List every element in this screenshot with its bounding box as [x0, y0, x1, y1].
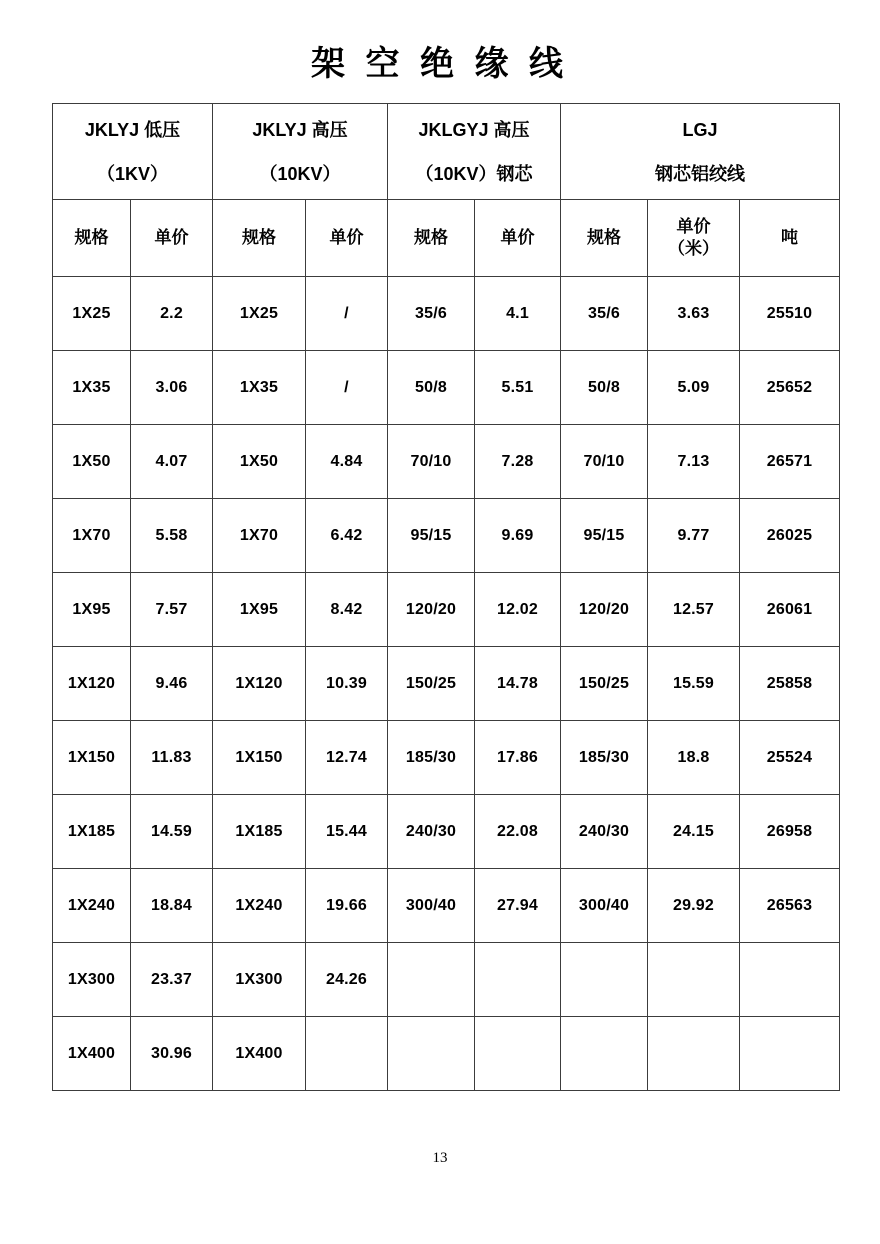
column-header-line: （米） — [668, 239, 719, 258]
table-cell: 18.84 — [131, 869, 213, 943]
group-header — [53, 104, 213, 200]
table-cell: 12.74 — [306, 721, 388, 795]
column-header — [53, 200, 131, 277]
table-cell: 1X95 — [53, 573, 131, 647]
table-cell: 1X400 — [213, 1017, 306, 1091]
table-cell: 1X150 — [53, 721, 131, 795]
table-row — [53, 499, 840, 573]
table-cell: 8.42 — [306, 573, 388, 647]
table-cell: 9.77 — [648, 499, 740, 573]
page-title: 架 空 绝 缘 线 — [311, 46, 569, 83]
column-header — [306, 200, 388, 277]
column-header — [475, 200, 561, 277]
table-row — [53, 277, 840, 351]
table-cell: 19.66 — [306, 869, 388, 943]
table-row — [53, 425, 840, 499]
table-cell: 1X120 — [213, 647, 306, 721]
group-header-line: JKLGYJ 高压 — [418, 119, 530, 140]
table-row — [53, 869, 840, 943]
table-cell: 7.28 — [475, 425, 561, 499]
group-header-line: （10KV）钢芯 — [415, 163, 533, 184]
table-cell: 1X70 — [53, 499, 131, 573]
column-header-line: 单价 — [329, 227, 364, 247]
table-cell: 3.06 — [131, 351, 213, 425]
table-cell: 24.15 — [648, 795, 740, 869]
table-cell: 1X25 — [53, 277, 131, 351]
table-cell: 120/20 — [561, 573, 648, 647]
table-cell: 1X50 — [213, 425, 306, 499]
group-header-line: 钢芯铝绞线 — [655, 163, 745, 184]
table-cell: 17.86 — [475, 721, 561, 795]
column-header-line: 单价 — [500, 227, 535, 247]
table-cell — [740, 943, 840, 1017]
table-cell: 15.59 — [648, 647, 740, 721]
table-cell: 15.44 — [306, 795, 388, 869]
column-header — [648, 200, 740, 277]
table-cell — [648, 1017, 740, 1091]
column-header-line: 规格 — [242, 227, 276, 247]
table-cell: 24.26 — [306, 943, 388, 1017]
table-cell: 1X400 — [53, 1017, 131, 1091]
table-cell: 27.94 — [475, 869, 561, 943]
table-cell: 6.42 — [306, 499, 388, 573]
table-row — [53, 943, 840, 1017]
table-cell: 4.84 — [306, 425, 388, 499]
table-cell: 5.58 — [131, 499, 213, 573]
table-cell: 70/10 — [388, 425, 475, 499]
table-cell: 50/8 — [388, 351, 475, 425]
table-row — [53, 573, 840, 647]
table-cell: 10.39 — [306, 647, 388, 721]
column-header-line: 规格 — [74, 227, 109, 247]
table-cell: 2.2 — [131, 277, 213, 351]
table-cell — [561, 943, 648, 1017]
table-cell: 240/30 — [561, 795, 648, 869]
table-row — [53, 647, 840, 721]
table-cell: 23.37 — [131, 943, 213, 1017]
group-header-line: JKLYJ 低压 — [84, 119, 181, 140]
group-header-row — [53, 104, 840, 200]
table-cell: 26958 — [740, 795, 840, 869]
table-row — [53, 721, 840, 795]
column-header-line: 规格 — [414, 227, 448, 247]
table-cell: 25652 — [740, 351, 840, 425]
table-row — [53, 1017, 840, 1091]
table-cell: 1X35 — [53, 351, 131, 425]
column-header — [561, 200, 648, 277]
table-cell: 35/6 — [388, 277, 475, 351]
column-header — [740, 200, 840, 277]
table-cell: 4.1 — [475, 277, 561, 351]
table-cell — [475, 1017, 561, 1091]
table-cell: 185/30 — [561, 721, 648, 795]
table-cell: 14.78 — [475, 647, 561, 721]
table-cell: 26061 — [740, 573, 840, 647]
table-cell — [475, 943, 561, 1017]
table-cell: 5.51 — [475, 351, 561, 425]
group-header-line: LGJ — [682, 119, 718, 140]
table-cell: 70/10 — [561, 425, 648, 499]
table-cell: 22.08 — [475, 795, 561, 869]
table-cell: 95/15 — [561, 499, 648, 573]
table-cell: 1X240 — [53, 869, 131, 943]
table-cell: 120/20 — [388, 573, 475, 647]
table-cell: 1X240 — [213, 869, 306, 943]
table-cell: 7.57 — [131, 573, 213, 647]
table-head — [53, 104, 840, 277]
table-cell: 1X95 — [213, 573, 306, 647]
table-cell: 9.69 — [475, 499, 561, 573]
table-cell: 25510 — [740, 277, 840, 351]
table-cell — [388, 943, 475, 1017]
table-cell: 5.09 — [648, 351, 740, 425]
page-number: 13 — [432, 1150, 448, 1166]
table-cell: 9.46 — [131, 647, 213, 721]
table-cell: 150/25 — [388, 647, 475, 721]
table-cell — [648, 943, 740, 1017]
table-body — [53, 277, 840, 1091]
table-cell: / — [306, 277, 388, 351]
table-cell: 35/6 — [561, 277, 648, 351]
table-cell: 30.96 — [131, 1017, 213, 1091]
table-cell: 240/30 — [388, 795, 475, 869]
column-header-line: 规格 — [587, 227, 621, 247]
table-cell: 18.8 — [648, 721, 740, 795]
table-cell — [388, 1017, 475, 1091]
table-cell: 1X25 — [213, 277, 306, 351]
table-cell: 300/40 — [561, 869, 648, 943]
table-cell: 29.92 — [648, 869, 740, 943]
table-cell: 3.63 — [648, 277, 740, 351]
group-header — [561, 104, 840, 200]
group-header — [388, 104, 561, 200]
column-header — [131, 200, 213, 277]
column-header-line: 单价 — [154, 227, 189, 247]
table-row — [53, 795, 840, 869]
table-cell: 7.13 — [648, 425, 740, 499]
table-cell: 1X70 — [213, 499, 306, 573]
table-cell: 25524 — [740, 721, 840, 795]
table-cell: 26571 — [740, 425, 840, 499]
price-table — [52, 103, 840, 1091]
group-header-line: JKLYJ 高压 — [252, 119, 348, 140]
group-header-line: （10KV） — [259, 163, 341, 184]
table-cell: 1X300 — [53, 943, 131, 1017]
table-row — [53, 351, 840, 425]
column-header — [388, 200, 475, 277]
table-cell — [740, 1017, 840, 1091]
group-header-line: （1KV） — [96, 163, 168, 184]
table-cell: 11.83 — [131, 721, 213, 795]
table-cell: 1X50 — [53, 425, 131, 499]
table-cell: 50/8 — [561, 351, 648, 425]
table-cell: 1X300 — [213, 943, 306, 1017]
table-cell: 185/30 — [388, 721, 475, 795]
table-cell: 4.07 — [131, 425, 213, 499]
table-cell: 150/25 — [561, 647, 648, 721]
table-cell: 1X185 — [213, 795, 306, 869]
column-header — [213, 200, 306, 277]
table-cell: 95/15 — [388, 499, 475, 573]
column-header-row — [53, 200, 840, 277]
table-cell: 25858 — [740, 647, 840, 721]
group-header — [213, 104, 388, 200]
table-cell: 12.57 — [648, 573, 740, 647]
table-cell — [306, 1017, 388, 1091]
table-cell: / — [306, 351, 388, 425]
table-cell: 300/40 — [388, 869, 475, 943]
table-cell: 14.59 — [131, 795, 213, 869]
table-cell: 26563 — [740, 869, 840, 943]
table-cell — [561, 1017, 648, 1091]
column-header-line: 吨 — [781, 227, 798, 247]
table-cell: 26025 — [740, 499, 840, 573]
table-cell: 1X120 — [53, 647, 131, 721]
column-header-line: 单价 — [676, 216, 711, 236]
table-cell: 12.02 — [475, 573, 561, 647]
table-cell: 1X150 — [213, 721, 306, 795]
table-cell: 1X185 — [53, 795, 131, 869]
table-cell: 1X35 — [213, 351, 306, 425]
